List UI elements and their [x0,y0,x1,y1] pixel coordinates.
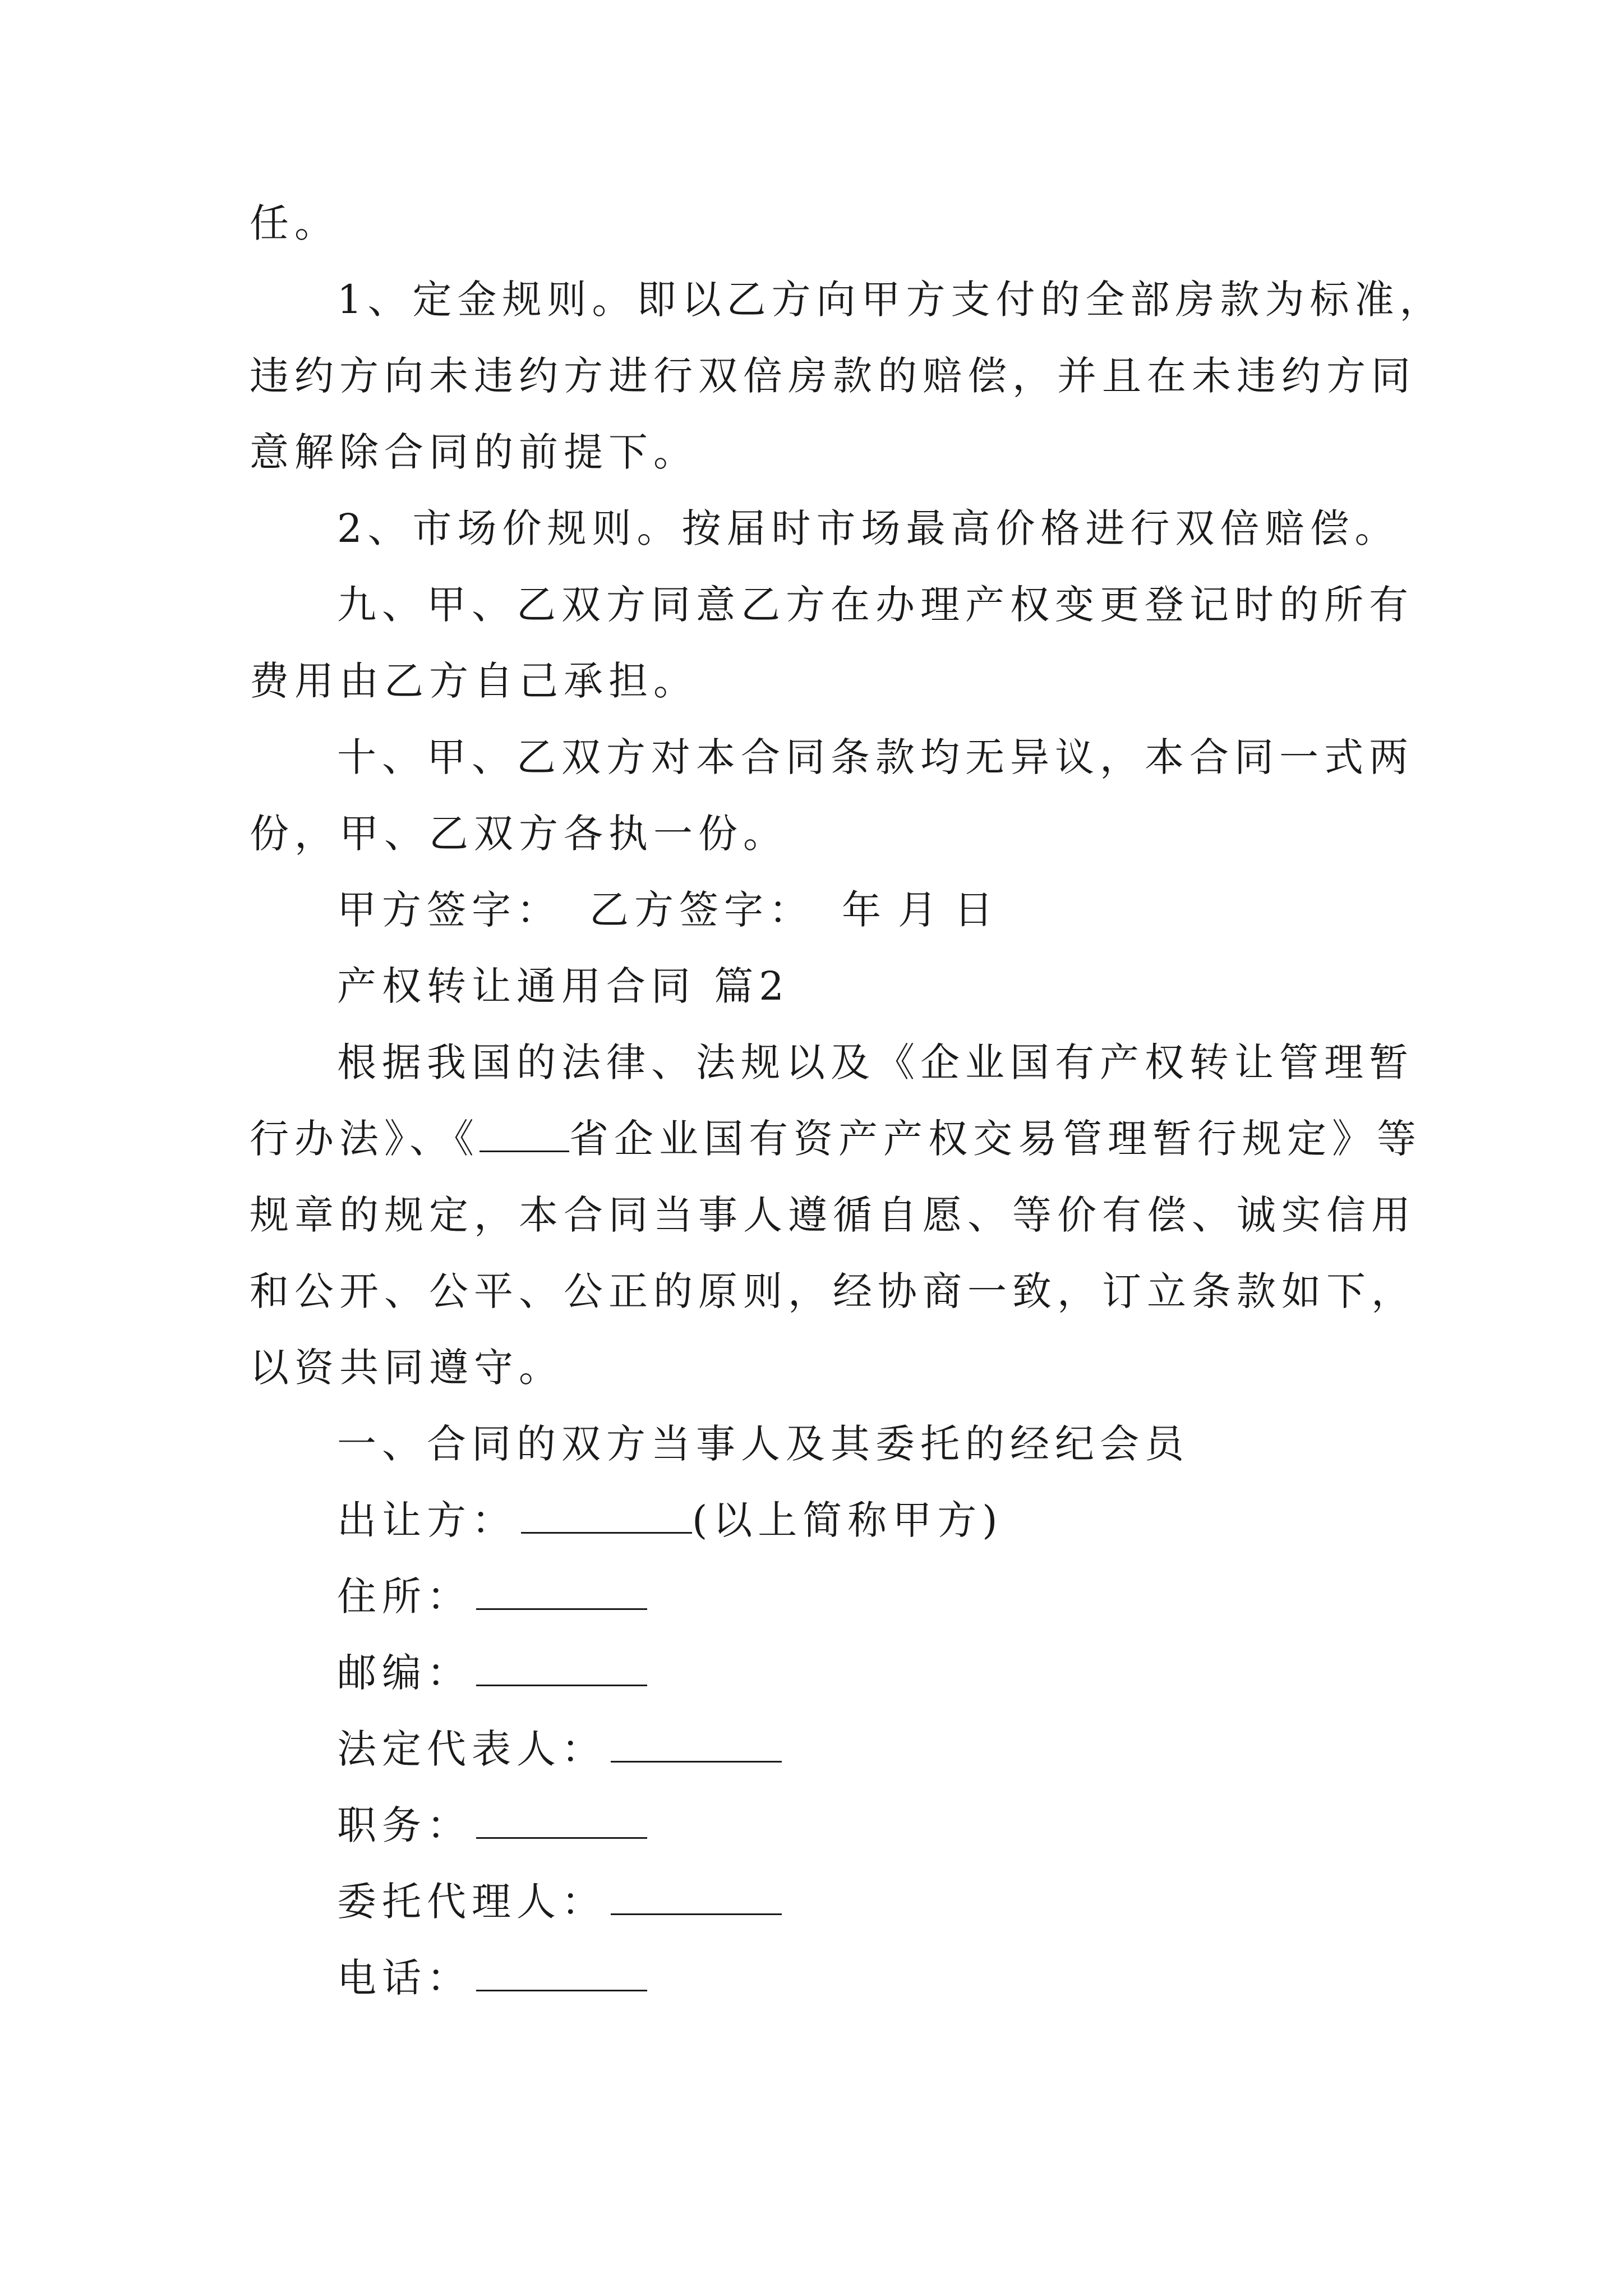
text-line: 份，甲、乙双方各执一份。 [250,811,788,857]
text-line: 以资共同遵守。 [250,1345,564,1391]
address-label: 住所： [337,1573,472,1619]
text-fragment: 行办法》、《 [250,1116,479,1162]
legal-rep-blank [611,1722,782,1763]
contract-text [250,185,1445,2016]
party-b-signature-label: 乙方签字： [589,887,814,933]
address-field [250,1558,1388,1635]
date-day-label: 日 [954,887,999,933]
text-line: 意解除合同的前提下。 [250,429,698,475]
date-month-label: 月 [898,887,943,933]
transferor-label: 出让方： [337,1497,517,1543]
text-line: 十、甲、乙双方对本合同条款均无异议，本合同一式两 [337,734,1414,780]
signature-line [250,872,1388,948]
text-line: 违约方向未违约方进行双倍房款的赔偿，并且在未违约方同 [250,353,1416,399]
text-line: 规章的规定，本合同当事人遵循自愿、等价有偿、诚实信用 [250,1192,1416,1238]
transferor-field [250,1482,1388,1558]
transferor-suffix: (以上简称甲方) [692,1497,1003,1543]
legal-rep-field [250,1711,1388,1787]
text-line: 九、甲、乙双方同意乙方在办理产权变更登记时的所有 [337,582,1414,628]
postcode-blank [476,1645,647,1686]
text-line: 2、市场价规则。按届时市场最高价格进行双倍赔偿。 [337,505,1400,551]
address-blank [476,1569,647,1610]
transferor-blank [521,1493,692,1534]
party-a-signature-label: 甲方签字： [337,887,561,933]
position-label: 职务： [337,1802,472,1848]
position-blank [476,1798,647,1839]
legal-rep-label: 法定代表人： [337,1726,606,1772]
text-line: 1、定金规则。即以乙方向甲方支付的全部房款为标准， [337,277,1445,323]
agent-field [250,1864,1388,1940]
phone-label: 电话： [337,1955,472,2001]
agent-label: 委托代理人： [337,1879,606,1925]
postcode-field [250,1635,1388,1711]
position-field [250,1787,1388,1864]
postcode-label: 邮编： [337,1650,472,1696]
text-line: 和公开、公平、公正的原则，经协商一致，订立条款如下， [250,1268,1416,1314]
text-line: 费用由乙方自己承担。 [250,658,698,704]
text-line: 一、合同的双方当事人及其委托的经纪会员 [337,1421,1189,1467]
phone-field [250,1940,1388,2016]
text-line: 根据我国的法律、法规以及《企业国有产权转让管理暂 [337,1039,1414,1085]
text-line: 任。 [250,200,339,246]
section-title: 产权转让通用合同 篇2 [337,963,790,1009]
province-blank [479,1111,569,1152]
text-line [250,1101,1422,1177]
text-fragment: 省企业国有资产产权交易管理暂行规定》等 [569,1116,1422,1162]
phone-blank [476,1950,647,1991]
agent-blank [611,1874,782,1915]
date-year-label: 年 [842,887,887,933]
